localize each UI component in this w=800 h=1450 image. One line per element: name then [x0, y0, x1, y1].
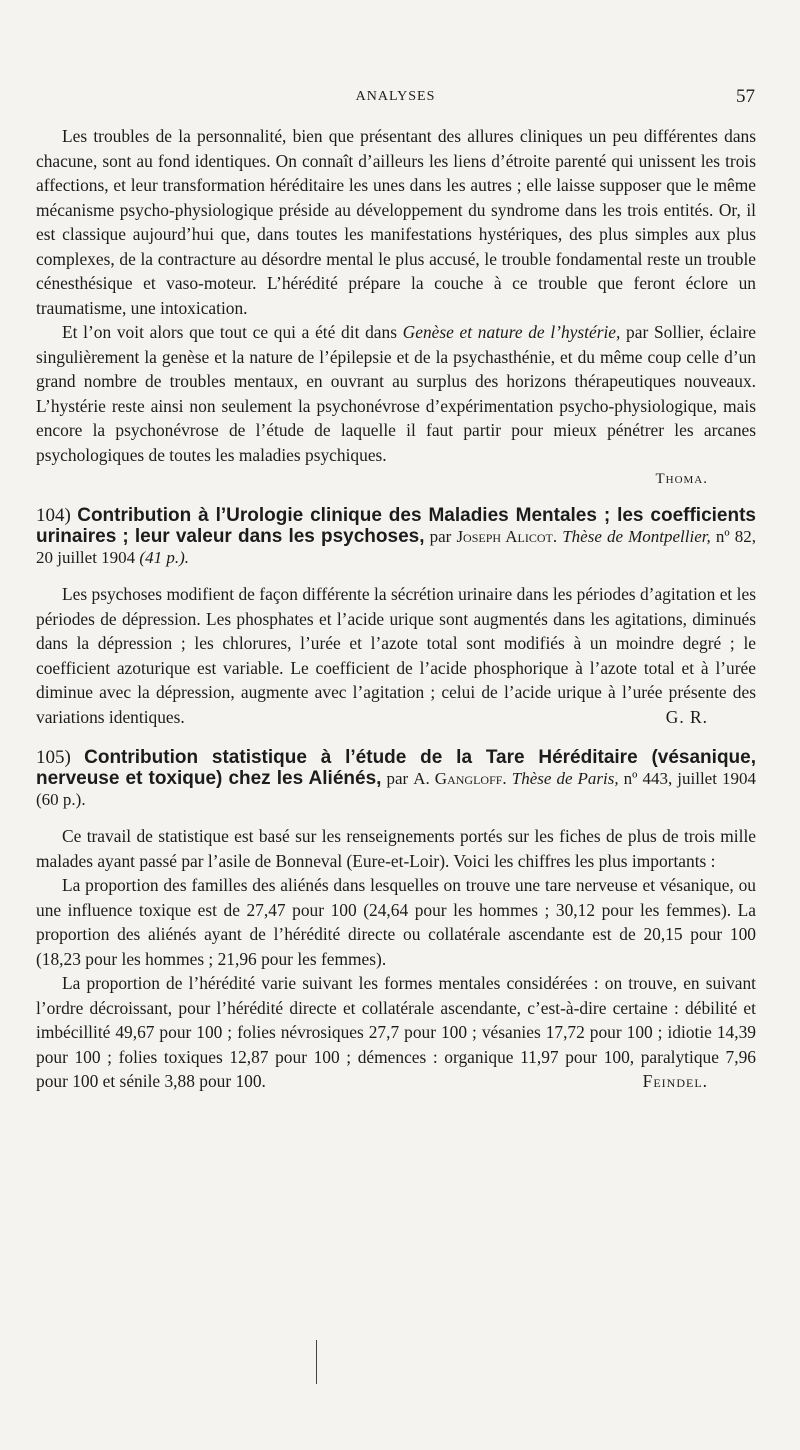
printer-mark	[316, 1340, 317, 1384]
book-title: Genèse et nature de l’hystérie,	[402, 322, 621, 342]
entry-by: par	[424, 527, 457, 546]
text-run: La proportion de l’hérédité varie suivant les formes mentales considérées : on trouve, en suivant l’ordre décroissant, pour l’hérédité directe et collatérale ascendante, c’est-à-dire certaine : débilité et imbécillité 49,67 pour 100 ; folies névrosiques 27,7 pour 100 ; vésanies 17,72 pour 100 ; idiotie 14,39 pour 100 ; folies toxiques 12,87 pour 100 ; démences : organique 11,97 pour 100, paralytique 7,96 pour 100 et sénile 3,88 pour 100.	[36, 973, 756, 1091]
entry-source: Thèse de Paris,	[506, 769, 619, 788]
entry-pages: (41 p.).	[139, 548, 189, 567]
entry-source-details: nº 443, juillet 1904 (60 p.).	[36, 769, 756, 809]
text-run: Et l’on voit alors que tout ce qui a été dit dans	[62, 322, 403, 342]
text-run: Les psychoses modifient de façon différente la sécrétion urinaire dans les périodes d’agitation et les périodes de dépression. Les phosphates et l’acide urique sont augmentés dans les agitations, diminués dans la dépression ; les chlorures, l’urée et l’azote total sont modifiés à un moindre degré ; le coefficient azoturique est variable. Le coefficient de l’acide phosphorique à l’azote total et à l’urée diminue avec la dépression, augmente avec l’agitation ; celui de l’acide urique à l’urée présente des variations identiques.	[36, 584, 756, 727]
signature: Thoma.	[655, 471, 708, 487]
page-number: 57	[736, 86, 755, 107]
entry-title: Contribution statistique à l’étude de la Tare Héréditaire (vésanique, nerveuse et toxique) chez les Aliénés,	[36, 747, 757, 789]
running-title: ANALYSES	[355, 89, 436, 104]
page-body	[36, 124, 756, 1094]
entry-number: 104)	[36, 505, 71, 526]
entry-by: par	[381, 769, 414, 788]
paragraph	[36, 971, 756, 1094]
entry-source-details: nº 82, 20 juillet 1904	[36, 527, 757, 567]
paragraph: Les troubles de la personnalité, bien que présentant des allures cliniques un peu différentes dans chacune, sont au fond identiques. On connaît d’ailleurs les liens d’étroite parenté qui unissent les trois affections, et leur transformation héréditaire les unes dans les autres ; elle laisse supposer que le même mécanisme psycho-physiologique préside au développement du syndrome dans les trois entités. Or, il est classique aujourd’hui que, dans toutes les manifestations hystériques, des plus simples aux plus complexes, de la contracture au désordre mental le plus accusé, le trouble fondamental reste un trouble cénesthésique et vaso-moteur. L’hérédité prépare la couche à ce trouble que feront éclore un traumatisme, une intoxication.	[36, 126, 756, 318]
entry-heading-104	[36, 505, 756, 568]
entry-source: Thèse de Montpellier,	[557, 527, 711, 546]
entry-title: Contribution à l’Urologie clinique des Maladies Mentales ; les coefficients urinaires ; leur valeur dans les psychoses,	[36, 505, 757, 547]
paragraph: Ce travail de statistique est basé sur les renseignements portés sur les fiches de plus de trois mille malades ayant passé par l’asile de Bonneval (Eure-et-Loir). Voici les chiffres les plus importants :	[36, 826, 756, 871]
page-header	[36, 86, 755, 112]
paragraph: La proportion des familles des aliénés dans lesquelles on trouve une tare nerveuse et vésanique, ou une influence toxique est de 27,47 pour 100 (24,64 pour les hommes ; 30,12 pour les femmes). La proportion des aliénés ayant de l’hérédité directe ou collatérale ascendante est de 20,15 pour 100 (18,23 pour les hommes ; 21,96 pour les femmes).	[36, 875, 756, 969]
signature: G. R.	[665, 706, 708, 727]
text-run: par Sollier, éclaire singulièrement la genèse et la nature de l’épilepsie et de la psychasthénie, et du même coup celle d’un grand nombre de troubles mentaux, en ouvrant au surplus des horizons thérapeutiques nouveaux. L’hystérie reste ainsi non seulement la psychonévrose d’expérimentation psycho-physiologique, mais encore la psychonévrose de l’étude de laquelle il faut partir pour mieux pénétrer les arcanes psychologiques de toutes les maladies psychiques.	[36, 322, 756, 465]
entry-author: A. Gangloff.	[413, 769, 507, 788]
paragraph	[36, 582, 756, 729]
entry-author: Joseph Alicot.	[456, 527, 558, 546]
paragraph	[36, 320, 756, 467]
entry-number: 105)	[36, 747, 71, 768]
entry-heading-105	[36, 747, 756, 810]
signature: Feindel.	[642, 1071, 708, 1091]
